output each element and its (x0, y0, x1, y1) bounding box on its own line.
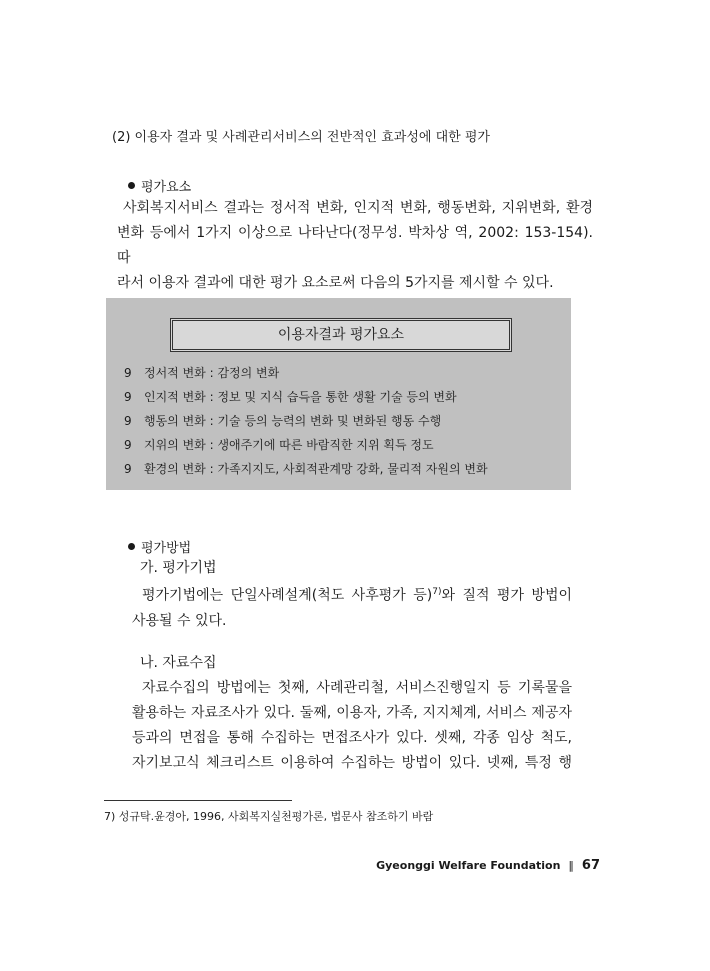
item-number: 9 (124, 414, 132, 428)
item-text: 인지적 변화 : 정보 및 지식 습득을 통한 생활 기술 등의 변화 (144, 390, 457, 404)
paragraph-line: 사용될 수 있다. (132, 612, 227, 629)
footnote: 7) 성규탁.윤경아, 1996, 사회복지실천평가론, 법문사 참조하기 바람 (104, 810, 434, 823)
footer-separator: ‖ (568, 859, 574, 872)
paragraph-line: 활용하는 자료조사가 있다. 둘째, 이용자, 가족, 지지체계, 서비스 제공자 (132, 705, 572, 721)
section-heading: (2) 이용자 결과 및 사례관리서비스의 전반적인 효과성에 대한 평가 (112, 130, 490, 145)
ga-heading: 가. 평가기법 (140, 560, 217, 576)
paragraph-line: 등과의 면접을 통해 수집하는 면접조사가 있다. 셋째, 각종 임상 척도, (132, 730, 572, 746)
box-item (124, 436, 434, 453)
paragraph-line: 자기보고식 체크리스트 이용하여 수집하는 방법이 있다. 넷째, 특정 행 (132, 755, 572, 771)
box-item (124, 460, 488, 477)
bullet-label: 평가방법 (141, 541, 192, 556)
paragraph-line: 자료수집의 방법에는 첫째, 사례관리철, 서비스진행일지 등 기록물을 (142, 680, 572, 696)
ga-paragraph (132, 580, 572, 634)
item-text: 행동의 변화 : 기술 등의 능력의 변화 및 변화된 행동 수행 (144, 414, 442, 428)
item-number: 9 (124, 438, 132, 452)
box-item (124, 388, 457, 405)
elements-paragraph (117, 196, 593, 296)
paragraph-line: 라서 이용자 결과에 대한 평가 요소로써 다음의 5가지를 제시할 수 있다. (117, 275, 554, 291)
box-title: 이용자결과 평가요소 (170, 318, 512, 352)
item-number: 9 (124, 462, 132, 476)
na-heading: 나. 자료수집 (140, 655, 217, 671)
box-item (124, 364, 279, 381)
item-number: 9 (124, 366, 132, 380)
box-item (124, 412, 441, 429)
bullet-evaluation-elements (128, 176, 191, 195)
bullet-dot-icon (128, 182, 135, 189)
paragraph-line (132, 580, 572, 609)
text-run: 와 질적 평가 방법이 (441, 587, 572, 604)
footnote-ref: 7) (432, 587, 442, 597)
text-run: 평가기법에는 단일사례설계(척도 사후평가 등) (142, 587, 433, 604)
footer-org: Gyeonggi Welfare Foundation (376, 859, 561, 872)
bullet-evaluation-methods (128, 537, 191, 556)
bullet-dot-icon (128, 543, 135, 550)
paragraph-line: 사회복지서비스 결과는 정서적 변화, 인지적 변화, 행동변화, 지위변화, 환경 (123, 200, 593, 216)
paragraph-line: 변화 등에서 1가지 이상으로 나타난다(정무성. 박차상 역, 2002: 153-154). 따 (117, 225, 593, 266)
na-paragraph (132, 676, 572, 776)
bullet-label: 평가요소 (141, 180, 192, 195)
page-footer (376, 858, 600, 873)
item-text: 정서적 변화 : 감정의 변화 (144, 366, 280, 380)
footnote-divider (104, 800, 292, 801)
item-text: 지위의 변화 : 생애주기에 따른 바람직한 지위 획득 정도 (144, 438, 434, 452)
item-number: 9 (124, 390, 132, 404)
page-number: 67 (581, 858, 600, 873)
item-text: 환경의 변화 : 가족지지도, 사회적관계망 강화, 물리적 자원의 변화 (144, 462, 488, 476)
evaluation-elements-box (106, 298, 571, 490)
